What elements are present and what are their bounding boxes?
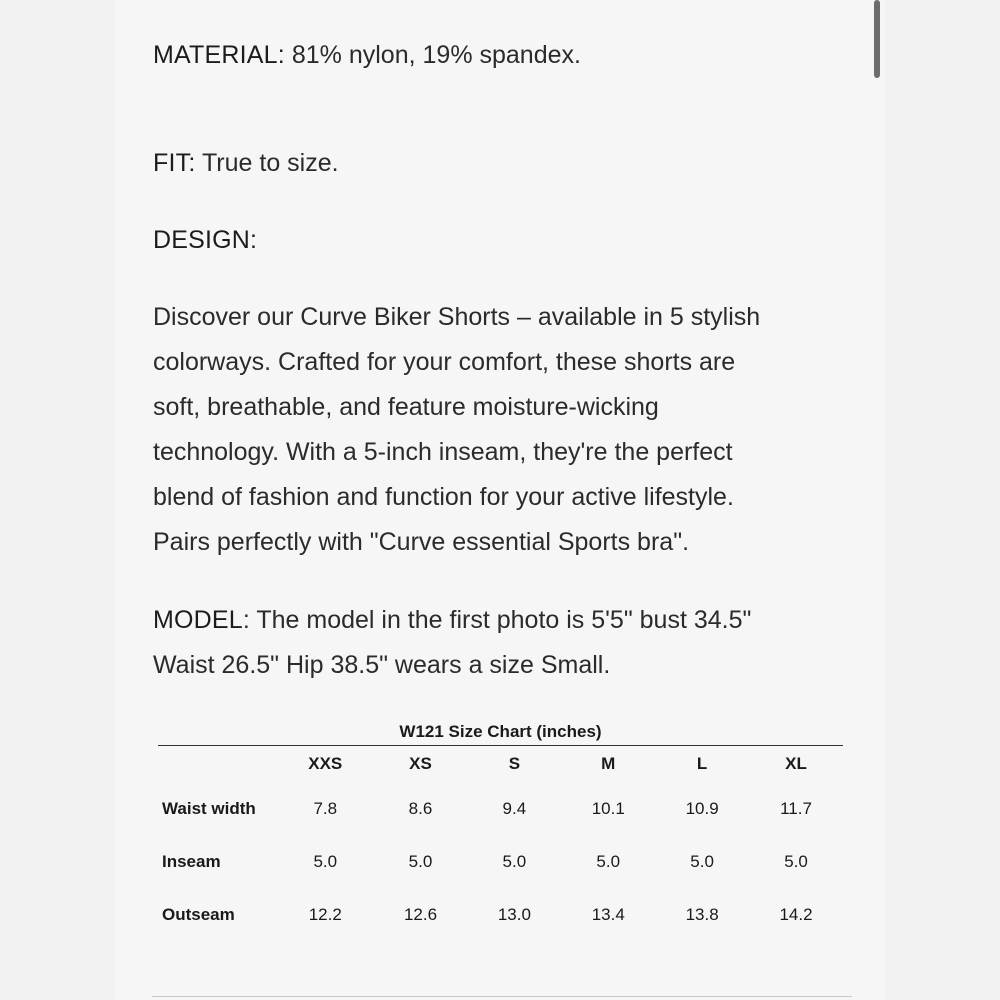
row-label: Inseam (162, 851, 221, 871)
fit-label: FIT: (153, 149, 196, 177)
model-line: Waist 26.5" Hip 38.5" wears a size Small. (153, 651, 611, 679)
model-label: MODEL (153, 606, 243, 634)
model-line (153, 598, 853, 643)
size-header-cell (158, 746, 277, 782)
fit-line (153, 141, 339, 186)
description-line: colorways. Crafted for your comfort, these shorts are (153, 348, 736, 376)
size-header-cell: XXS (308, 754, 343, 773)
table-cell: 14.2 (779, 904, 813, 924)
table-cell: 5.0 (502, 851, 527, 871)
description-line: technology. With a 5-inch inseam, they're the perfect (153, 438, 733, 466)
table-cell: 5.0 (690, 851, 714, 871)
table-cell: 5.0 (313, 851, 338, 871)
row-label: Waist width (162, 798, 256, 818)
table-cell: 5.0 (596, 851, 621, 871)
size-header-cell: XL (785, 754, 807, 773)
material-line (153, 33, 581, 78)
table-cell: 13.4 (591, 904, 625, 924)
table-row (158, 888, 843, 941)
size-header-cell: XS (409, 754, 432, 773)
fit-value: True to size. (195, 149, 339, 177)
table-row (158, 782, 843, 835)
description-line: Discover our Curve Biker Shorts – available in 5 stylish (153, 303, 761, 331)
product-description (153, 295, 853, 565)
size-chart (158, 720, 843, 941)
description-line: blend of fashion and function for your active lifestyle. (153, 483, 734, 511)
size-header-cell: S (508, 754, 521, 773)
table-cell: 12.6 (403, 904, 438, 924)
scrollbar-thumb[interactable] (874, 0, 880, 78)
size-header-row (158, 746, 843, 782)
size-header-cell: M (601, 754, 616, 773)
table-cell: 13.0 (497, 904, 531, 924)
model-info (153, 598, 853, 688)
design-label: DESIGN: (153, 226, 258, 254)
design-heading (153, 218, 257, 263)
description-line: Pairs perfectly with "Curve essential Sports bra". (153, 528, 690, 556)
row-label: Outseam (162, 904, 235, 924)
bottom-divider (152, 996, 852, 997)
size-header-cell: L (696, 754, 708, 773)
size-chart-title: W121 Size Chart (inches) (399, 722, 602, 741)
table-cell: 13.8 (685, 904, 719, 924)
material-label: MATERIAL: (153, 41, 285, 69)
table-cell: 10.1 (591, 798, 625, 818)
table-cell: 9.4 (502, 798, 527, 818)
table-cell: 5.0 (408, 851, 433, 871)
table-cell: 12.2 (308, 904, 342, 924)
table-row (158, 835, 843, 888)
model-text: : The model in the first photo is 5'5" bust 34.5" (242, 606, 752, 634)
material-value: 81% nylon, 19% spandex. (284, 41, 581, 69)
table-cell: 5.0 (784, 851, 808, 871)
table-cell: 11.7 (780, 798, 812, 818)
size-chart-table (158, 746, 843, 941)
table-cell: 8.6 (408, 798, 433, 818)
table-cell: 10.9 (685, 798, 719, 818)
table-cell: 7.8 (313, 798, 338, 818)
description-line: soft, breathable, and feature moisture-wicking (153, 393, 659, 421)
